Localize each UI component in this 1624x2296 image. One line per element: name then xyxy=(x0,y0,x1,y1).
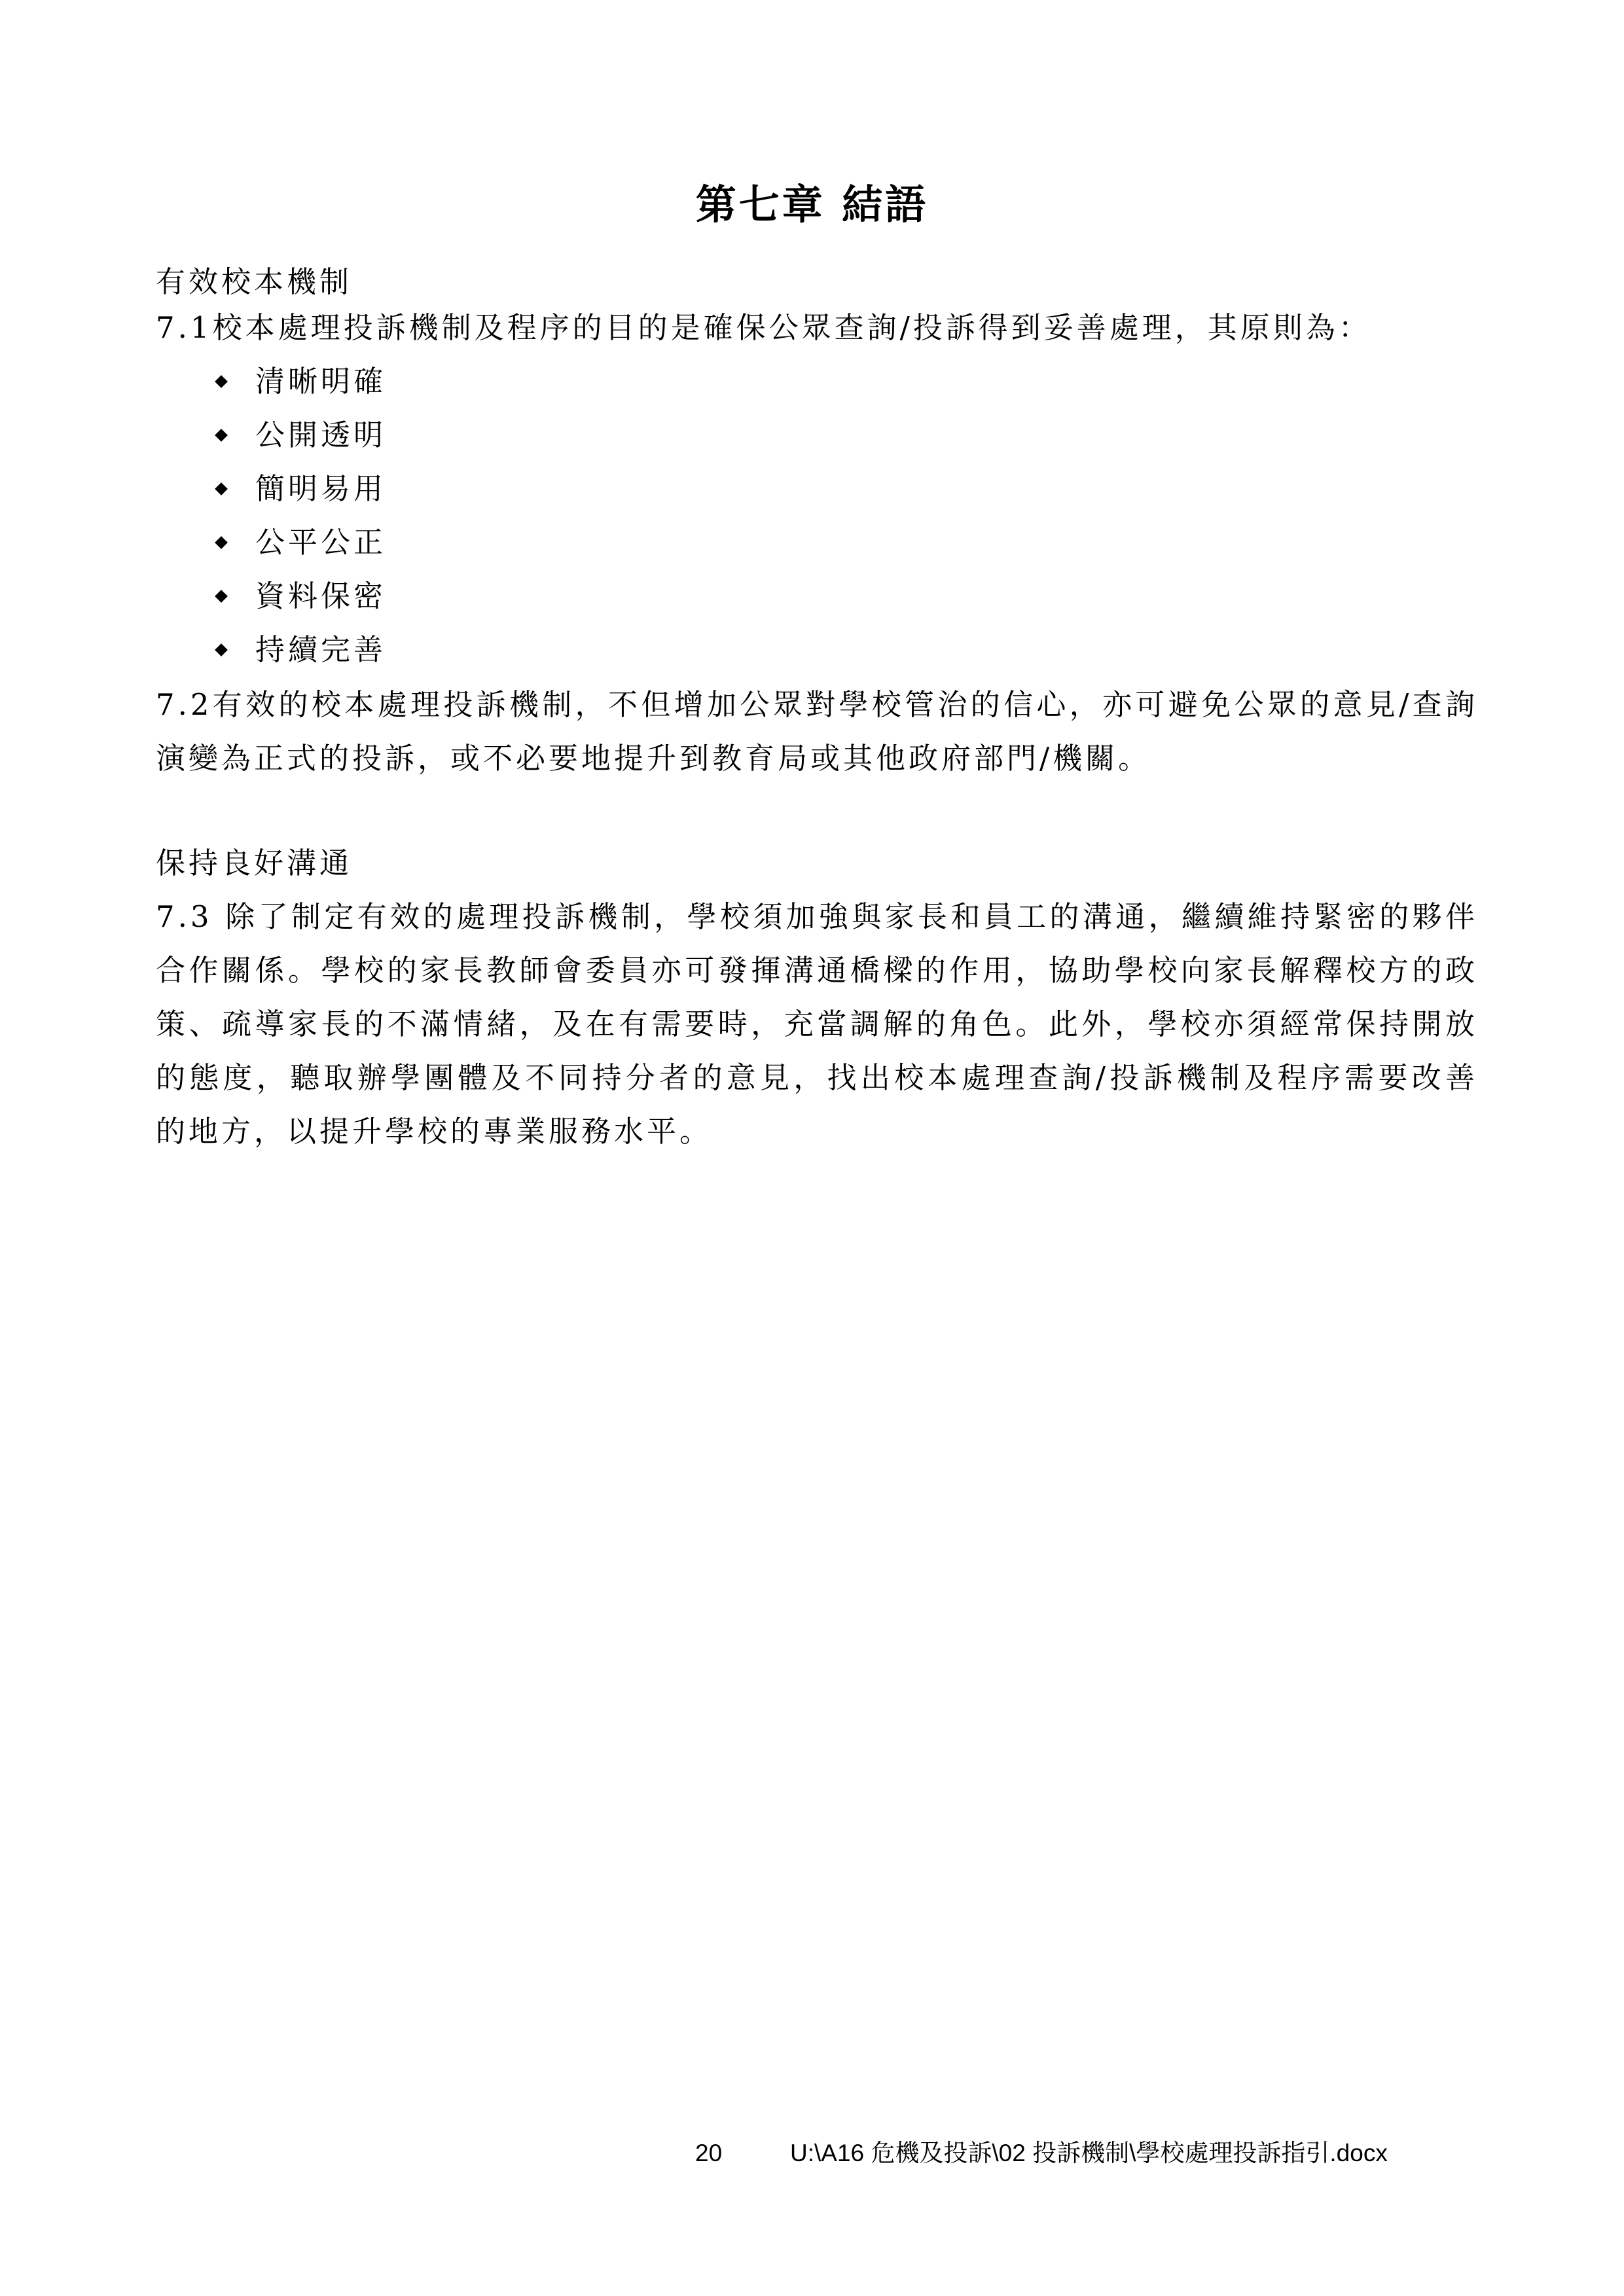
page-footer xyxy=(695,2135,1388,2172)
list-item xyxy=(213,408,386,462)
principle-label: 清晰明確 xyxy=(255,364,387,399)
list-item xyxy=(213,623,386,677)
list-item xyxy=(213,516,386,569)
principles-list xyxy=(213,355,386,677)
section-heading-good-communication: 保持良好溝通 xyxy=(156,846,353,880)
diamond-bullet-icon xyxy=(215,643,228,656)
principle-label: 公開透明 xyxy=(255,418,387,452)
principle-label: 資料保密 xyxy=(255,579,387,613)
principle-label: 持續完善 xyxy=(255,632,387,667)
diamond-bullet-icon xyxy=(215,536,228,549)
diamond-bullet-icon xyxy=(215,590,228,603)
list-item xyxy=(213,462,386,516)
file-path: U:\A16 危機及投訴\02 投訴機制\學校處理投訴指引.docx xyxy=(790,2140,1388,2166)
page-number: 20 xyxy=(695,2140,723,2166)
paragraph-7-1: 7.1校本處理投訴機制及程序的目的是確保公眾查詢/投訴得到妥善處理，其原則為： xyxy=(156,310,1371,345)
principle-label: 簡明易用 xyxy=(255,471,387,506)
diamond-bullet-icon xyxy=(215,429,228,442)
section-heading-effective-mechanism: 有效校本機制 xyxy=(156,264,353,299)
principle-label: 公平公正 xyxy=(255,525,387,560)
paragraph-7-3: 7.3 除了制定有效的處理投訴機制，學校須加強與家長和員工的溝通，繼續維持緊密的夥伴合作關係。學校的家長教師會委員亦可發揮溝通橋樑的作用，協助學校向家長解釋校方的政策、疏導家長的不滿情緒，及在有需要時，充當調解的角色。此外，學校亦須經常保持開放的態度，聽取辦學團體及不同持分者的意見，找出校本處理查詢/投訴機制及程序需要改善的地方，以提升學校的專業服務水平。 xyxy=(156,899,1478,1149)
diamond-bullet-icon xyxy=(215,375,228,388)
diamond-bullet-icon xyxy=(215,482,228,495)
paragraph-7-2: 7.2有效的校本處理投訴機制，不但增加公眾對學校管治的信心，亦可避免公眾的意見/查詢演變為正式的投訴，或不必要地提升到教育局或其他政府部門/機關。 xyxy=(156,687,1478,776)
list-item xyxy=(213,355,386,408)
list-item xyxy=(213,569,386,623)
chapter-title: 第七章 結語 xyxy=(695,181,929,228)
